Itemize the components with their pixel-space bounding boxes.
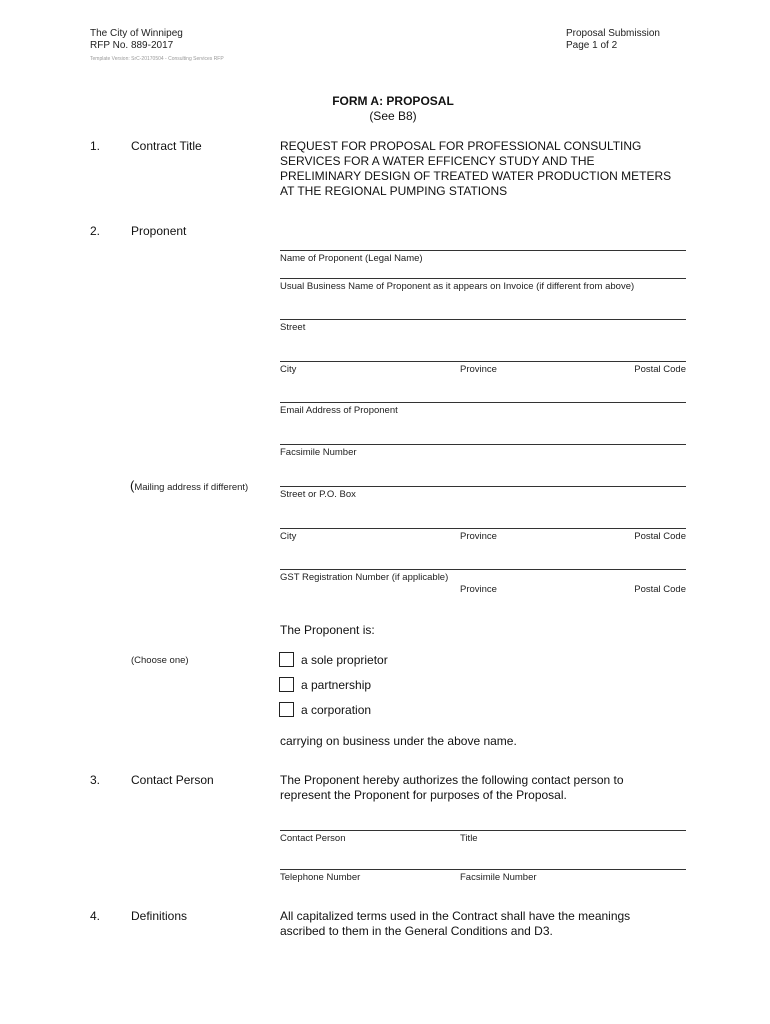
carrying-on-text: carrying on business under the above name. — [280, 734, 517, 748]
corporation-label: a corporation — [301, 703, 372, 717]
telephone-line[interactable] — [280, 869, 686, 870]
section-1-label: Contract Title — [131, 139, 202, 153]
gst-province-label: Province — [460, 584, 497, 595]
form-subtitle: (See B8) — [369, 109, 417, 123]
city-line[interactable] — [280, 361, 686, 362]
contact-person-line[interactable] — [280, 830, 686, 831]
header-rfp-number: RFP No. 889-2017 — [90, 40, 174, 51]
business-name-line[interactable] — [280, 278, 686, 279]
legal-name-line[interactable] — [280, 250, 686, 251]
sole-proprietor-checkbox[interactable] — [279, 652, 294, 667]
section-2-number: 2. — [90, 224, 101, 238]
email-label: Email Address of Proponent — [280, 405, 398, 416]
gst-label: GST Registration Number (if applicable) — [280, 572, 449, 583]
mailing-province-label: Province — [460, 531, 497, 542]
province-label: Province — [460, 364, 497, 375]
gst-line[interactable] — [280, 569, 686, 570]
section-4-label: Definitions — [131, 909, 188, 923]
gst-postal-code-label: Postal Code — [634, 584, 686, 595]
section-4-number: 4. — [90, 909, 101, 923]
template-version-note: Template Version: SrC-20170504 - Consulting Services RFP — [90, 56, 224, 62]
facsimile-line[interactable] — [280, 444, 686, 445]
street-label: Street — [280, 322, 306, 333]
section-2-label: Proponent — [131, 224, 187, 238]
sole-proprietor-label: a sole proprietor — [301, 653, 388, 667]
business-name-label: Usual Business Name of Proponent as it appears on Invoice (if different from above) — [280, 281, 635, 292]
section-3-label: Contact Person — [131, 773, 214, 787]
contact-person-label: Contact Person — [280, 833, 346, 844]
section-3-number: 3. — [90, 773, 101, 787]
mailing-postal-code-label: Postal Code — [634, 531, 686, 542]
contact-authorization-line-1: The Proponent hereby authorizes the following contact person to — [280, 773, 624, 787]
contract-title-text — [280, 139, 671, 199]
corporation-checkbox[interactable] — [279, 702, 294, 717]
email-line[interactable] — [280, 402, 686, 403]
header-page-number: Page 1 of 2 — [566, 40, 618, 51]
legal-name-label: Name of Proponent (Legal Name) — [280, 253, 423, 264]
contract-title-line: AT THE REGIONAL PUMPING STATIONS — [280, 184, 508, 198]
facsimile-label: Facsimile Number — [280, 447, 357, 458]
header-city: The City of Winnipeg — [90, 28, 183, 39]
mailing-city-line[interactable] — [280, 528, 686, 529]
section-1-number: 1. — [90, 139, 101, 153]
proponent-is-text: The Proponent is: — [280, 623, 375, 637]
header-proposal-submission: Proposal Submission — [566, 28, 660, 39]
city-label: City — [280, 364, 297, 375]
definitions-line-2: ascribed to them in the General Conditions and D3. — [280, 924, 553, 938]
postal-code-label: Postal Code — [634, 364, 686, 375]
contact-authorization-line-2: represent the Proponent for purposes of the Proposal. — [280, 788, 567, 802]
mailing-paren: ( — [130, 478, 135, 493]
contract-title-line: PRELIMINARY DESIGN OF TREATED WATER PRODUCTION METERS — [280, 169, 672, 183]
contact-title-label: Title — [460, 833, 478, 844]
definitions-line-1: All capitalized terms used in the Contract shall have the meanings — [280, 909, 631, 923]
choose-one-label: (Choose one) — [131, 655, 189, 666]
street-po-line[interactable] — [280, 486, 686, 487]
form-title: FORM A: PROPOSAL — [332, 94, 454, 108]
mailing-label-text: Mailing address if different) — [134, 482, 249, 493]
street-line[interactable] — [280, 319, 686, 320]
partnership-checkbox[interactable] — [279, 677, 294, 692]
telephone-label: Telephone Number — [280, 872, 361, 883]
mailing-address-label — [130, 477, 248, 495]
street-po-label: Street or P.O. Box — [280, 489, 356, 500]
contact-facsimile-label: Facsimile Number — [460, 872, 537, 883]
contract-title-line: REQUEST FOR PROPOSAL FOR PROFESSIONAL CONSULTING — [280, 139, 642, 153]
partnership-label: a partnership — [301, 678, 372, 692]
contract-title-line: SERVICES FOR A WATER EFFICENCY STUDY AND THE — [280, 154, 595, 168]
mailing-city-label: City — [280, 531, 297, 542]
